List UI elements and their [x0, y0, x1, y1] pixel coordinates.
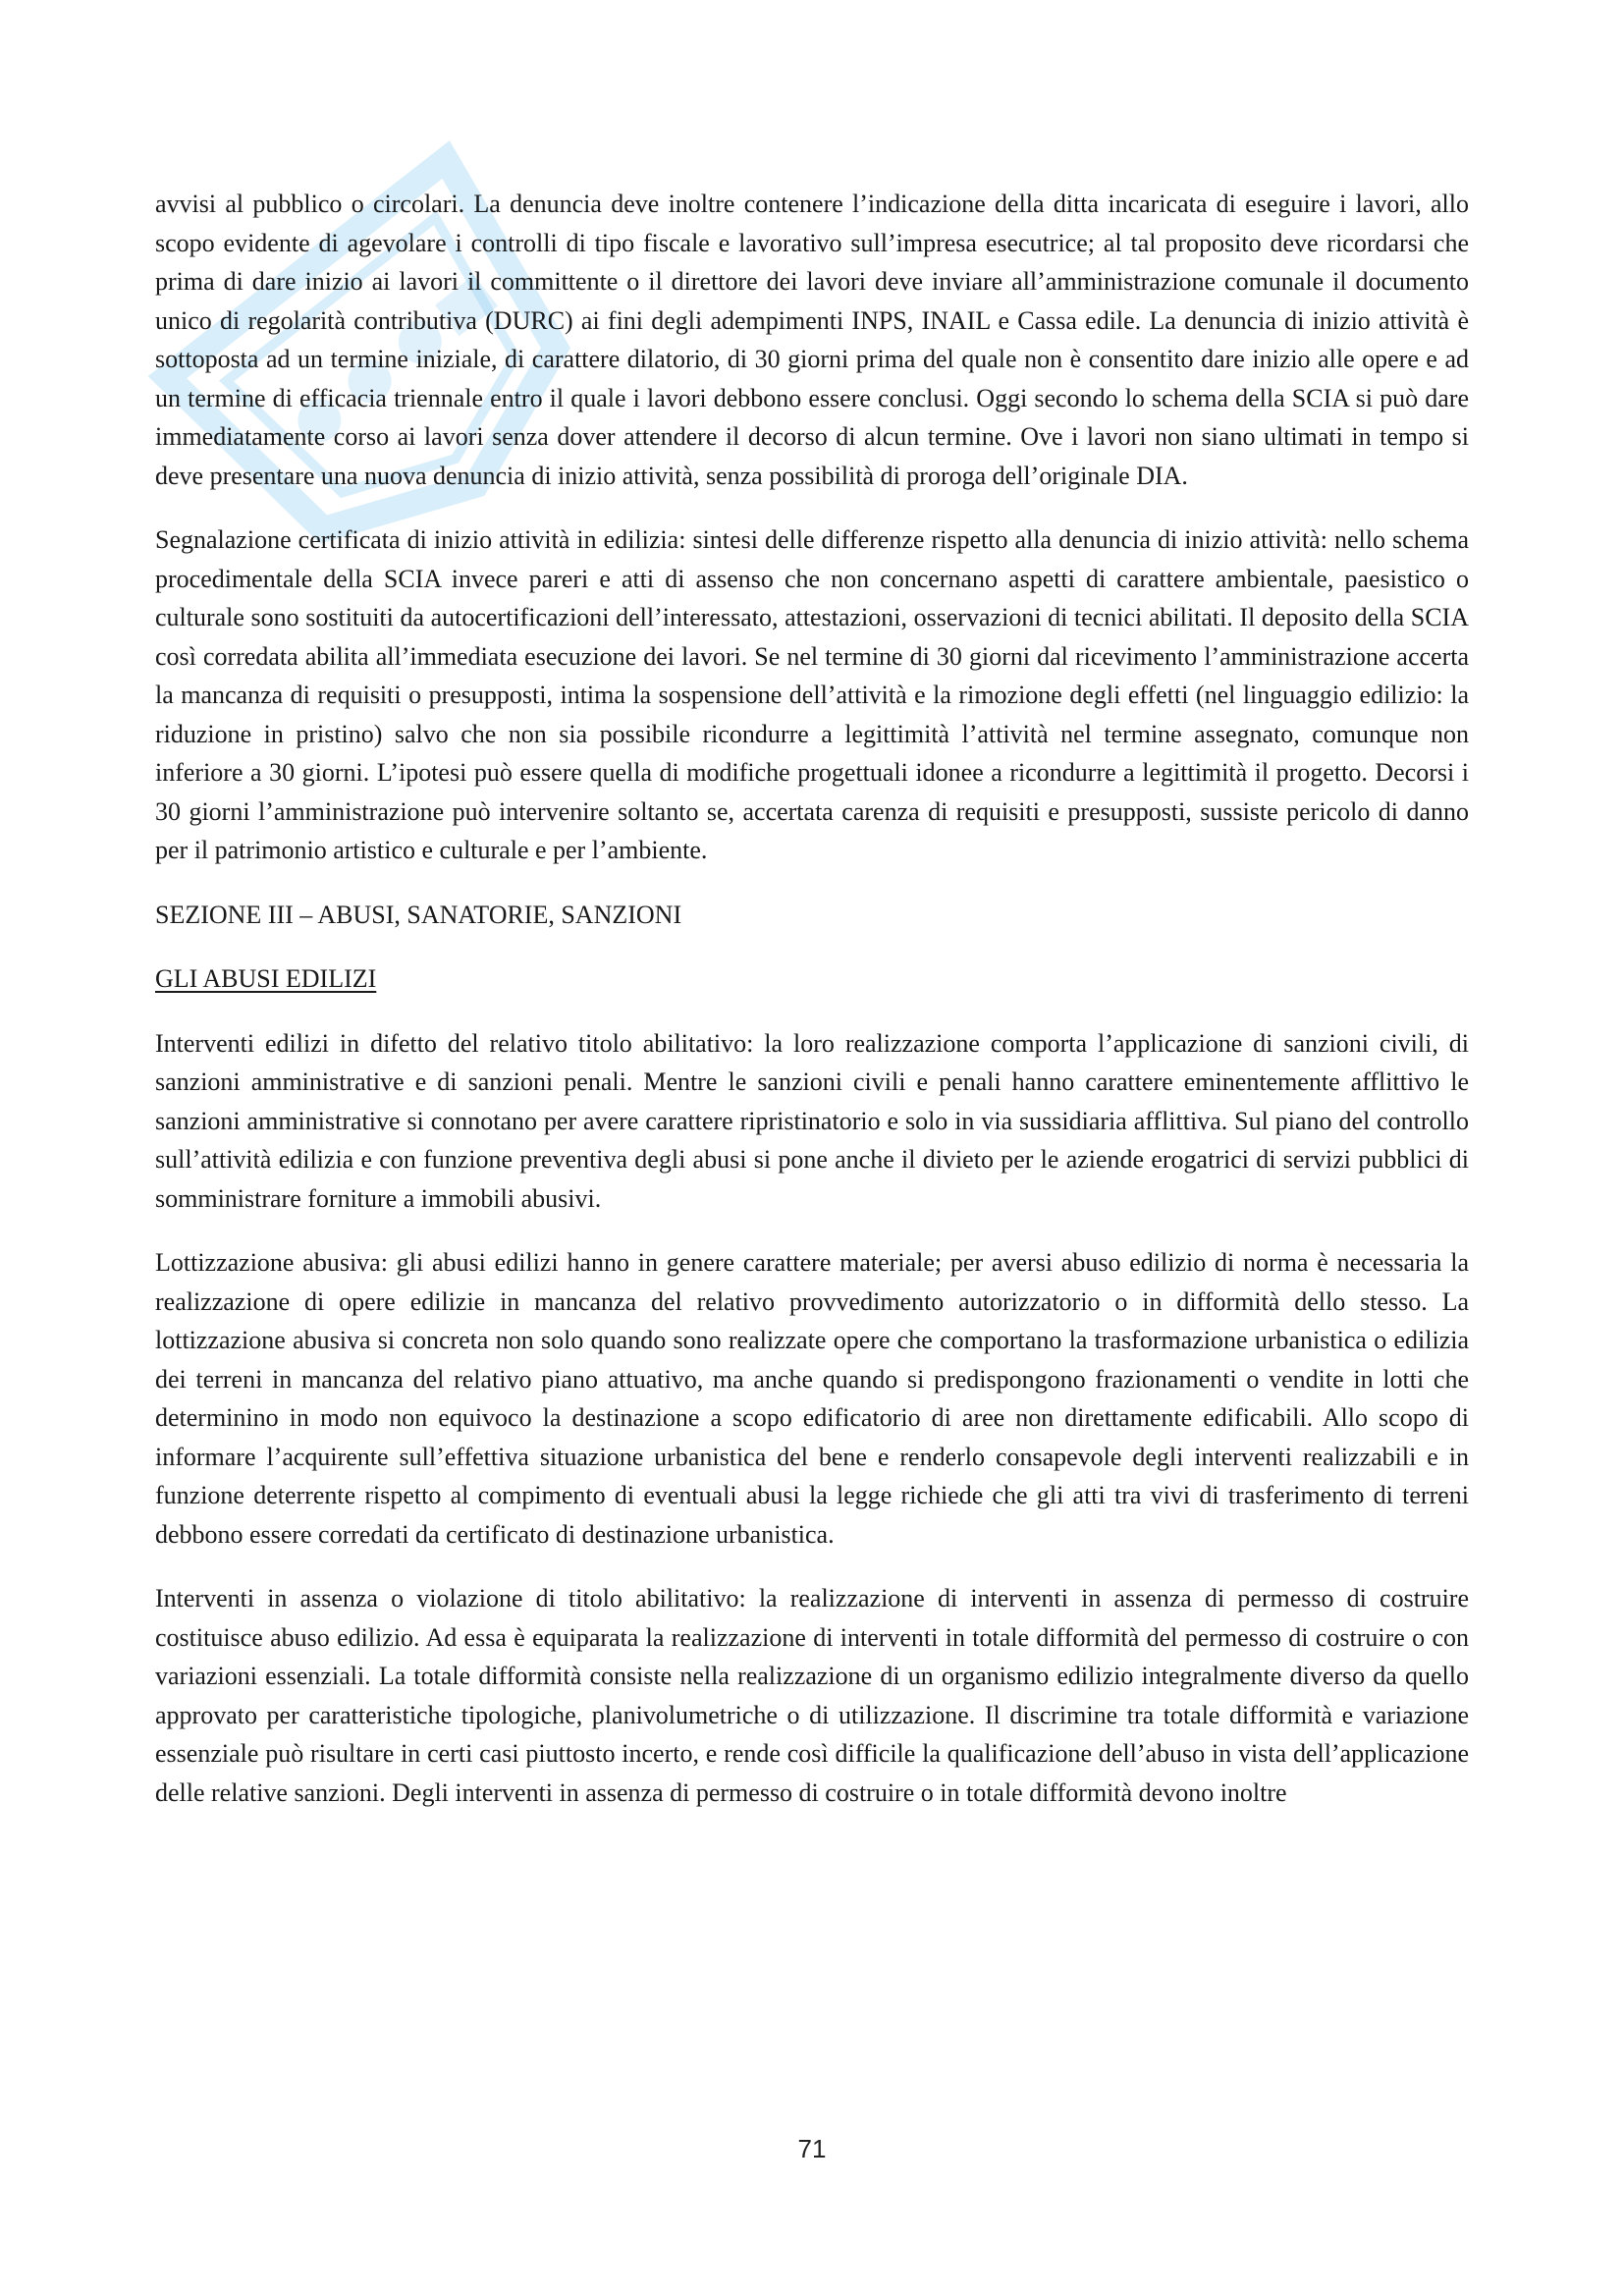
paragraph-lottizzazione-abusiva: Lottizzazione abusiva: gli abusi edilizi hanno in genere carattere materiale; per aversi abuso edilizio di norma è necessaria la realizzazione di opere edilizie in mancanza del relativo provvedimento autorizzatorio o in difformità dello stesso. La lottizzazione abusiva si concreta non solo quando sono realizzate opere che comportano la trasformazione urbanistica o edilizia dei terreni in mancanza del relativo piano attuativo, ma anche quando si predispongono frazionamenti o vendite in lotti che determinino in modo non equivoco la destinazione a scopo edificatorio di aree non direttamente edificabili. Allo scopo di informare l’acquirente sull’effettiva situazione urbanistica del bene e renderlo consapevole degli interventi realizzabili e in funzione deterrente rispetto al compimento di eventuali abusi la legge richiede che gli atti tra vivi di trasferimento di terreni debbono essere corredati da certificato di destinazione urbanistica. — [155, 1248, 1469, 1549]
paragraph-scia-differences: Segnalazione certificata di inizio attività in edilizia: sintesi delle differenze rispetto alla denuncia di inizio attività: nello schema procedimentale della SCIA invece pareri e atti di assenso che non concernano aspetti di carattere ambientale, paesistico o culturale sono sostituiti da autocertificazioni dell’interessato, attestazioni, osservazioni di tecnici abilitati. Il deposito della SCIA così corredata abilita all’immediata esecuzione dei lavori. Se nel termine di 30 giorni dal ricevimento l’amministrazione accerta la mancanza di requisiti o presupposti, intima la sospensione dell’attività e la rimozione degli effetti (nel linguaggio edilizio: la riduzione in pristino) salvo che non sia possibile ricondurre a legittimità l’attività nel termine assegnato, comunque non inferiore a 30 giorni. L’ipotesi può essere quella di modifiche progettuali idonee a ricondurre a legittimità il progetto. Decorsi i 30 giorni l’amministrazione può intervenire soltanto se, accertata carenza di requisiti e presupposti, sussiste pericolo di danno per il patrimonio artistico e culturale e per l’ambiente. — [155, 525, 1469, 864]
page-number: 71 — [797, 2134, 827, 2163]
section-heading: SEZIONE III – ABUSI, SANATORIE, SANZIONI — [155, 900, 682, 929]
subheading-abusi-edilizi: GLI ABUSI EDILIZI — [155, 964, 377, 993]
paragraph-interventi-assenza: Interventi in assenza o violazione di titolo abilitativo: la realizzazione di interventi in assenza di permesso di costruire costituisce abuso edilizio. Ad essa è equiparata la realizzazione di interventi in totale difformità del permesso di costruire o con variazioni essenziali. La totale difformità consiste nella realizzazione di un organismo edilizio integralmente diverso da quello approvato per caratteristiche tipologiche, planivolumetriche o di utilizzazione. Il discrimine tra totale difformità e variazione essenziale può risultare in certi casi piuttosto incerto, e rende così difficile la qualificazione dell’abuso in vista dell’applicazione delle relative sanzioni. Degli interventi in assenza di permesso di costruire o in totale difformità devono inoltre — [155, 1584, 1469, 1807]
paragraph-interventi-difetto: Interventi edilizi in difetto del relativo titolo abilitativo: la loro realizzazione comporta l’applicazione di sanzioni civili, di sanzioni amministrative e di sanzioni penali. Mentre le sanzioni civili e penali hanno carattere eminentemente afflittivo le sanzioni amministrative si connotano per avere carattere ripristinatorio e solo in via sussidiaria afflittiva. Sul piano del controllo sull’attività edilizia e con funzione preventiva degli abusi si pone anche il divieto per le aziende erogatrici di servizi pubblici di somministrare forniture a immobili abusivi. — [155, 1028, 1469, 1213]
paragraph-dia-conclusion: avvisi al pubblico o circolari. La denuncia deve inoltre contenere l’indicazione della ditta incaricata di eseguire i lavori, allo scopo evidente di agevolare i controlli di tipo fiscale e lavorativo sull’impresa esecutrice; al tal proposito deve ricordarsi che prima di dare inizio ai lavori il committente o il direttore dei lavori deve inviare all’amministrazione comunale il documento unico di regolarità contributiva (DURC) ai fini degli adempimenti INPS, INAIL e Cassa edile. La denuncia di inizio attività è sottoposta ad un termine iniziale, di carattere dilatorio, di 30 giorni prima del quale non è consentito dare inizio alle opere e ad un termine di efficacia triennale entro il quale i lavori debbono essere conclusi. Oggi secondo lo schema della SCIA si può dare immediatamente corso ai lavori senza dover attendere il decorso di alcun termine. Ove i lavori non siano ultimati in tempo si deve presentare una nuova denuncia di inizio attività, senza possibilità di proroga dell’originale DIA. — [155, 190, 1469, 490]
page-content — [155, 185, 1469, 1837]
